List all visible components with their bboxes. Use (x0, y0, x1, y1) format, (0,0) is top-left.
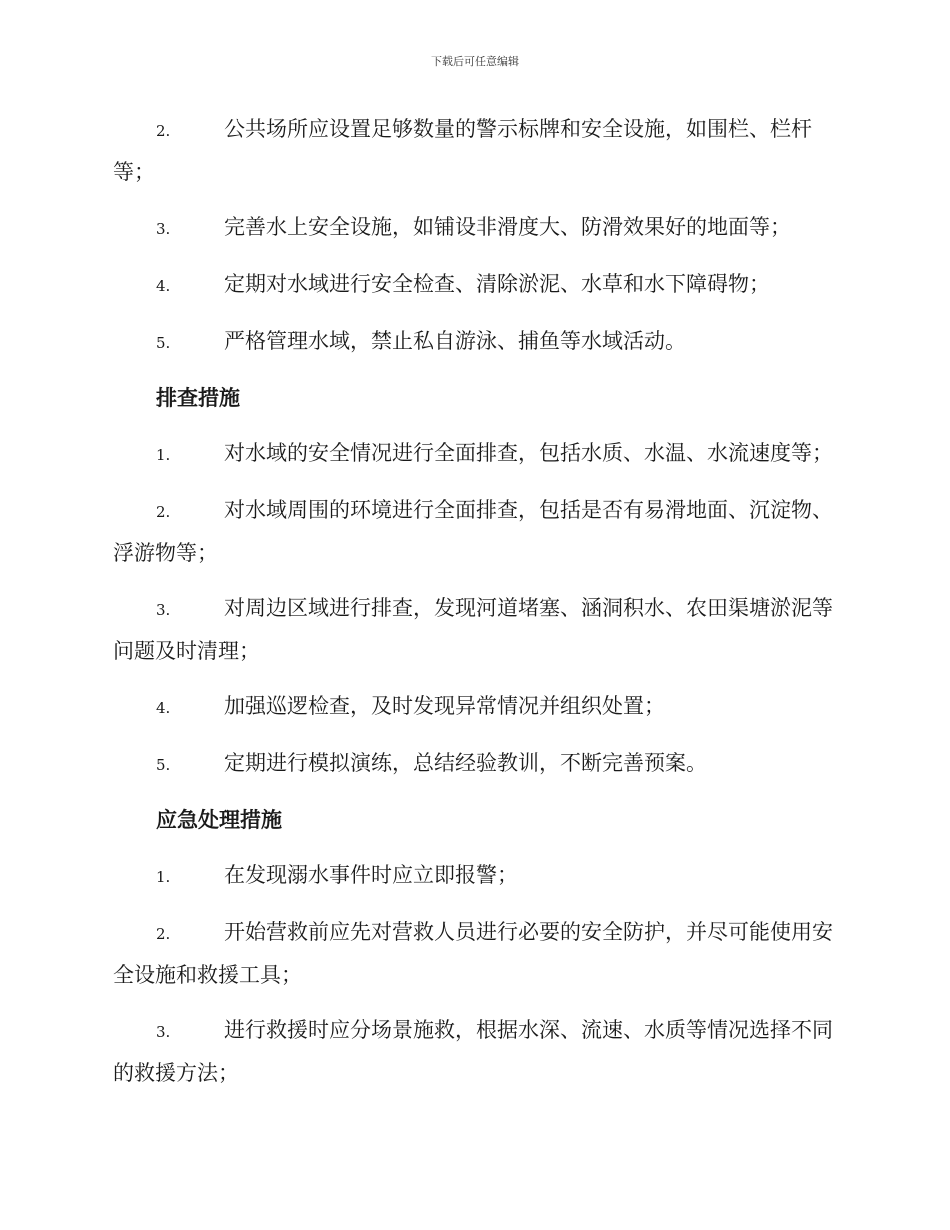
list-item-number: 2. (156, 122, 171, 140)
list-item-text: 对周边区域进行排查，发现河道堵塞、涵洞积水、农田渠塘淤泥等问题及时清理； (113, 596, 833, 663)
document-body (113, 109, 835, 1108)
list-item-number: 2. (156, 925, 171, 943)
list-item-text: 公共场所应设置足够数量的警示标牌和安全设施，如围栏、栏杆等； (113, 117, 812, 184)
list-item (113, 321, 835, 364)
list-item-number: 1. (156, 446, 171, 464)
list-item-text: 对水域周围的环境进行全面排查，包括是否有易滑地面、沉淀物、浮游物等； (113, 498, 833, 565)
list-item-number: 2. (156, 503, 171, 521)
list-item-text: 开始营救前应先对营救人员进行必要的安全防护，并尽可能使用安全设施和救援工具； (113, 920, 833, 987)
list-item (113, 264, 835, 307)
list-item (113, 1010, 835, 1094)
list-item (113, 109, 835, 193)
list-item (113, 855, 835, 898)
list-item-number: 1. (156, 868, 171, 886)
list-item-number: 3. (156, 1023, 171, 1041)
list-item-number: 4. (156, 699, 171, 717)
list-item-number: 4. (156, 277, 171, 295)
list-item-text: 严格管理水域，禁止私自游泳、捕鱼等水域活动。 (224, 329, 686, 353)
list-item-number: 5. (156, 756, 171, 774)
section-heading-inspection: 排查措施 (156, 386, 240, 410)
list-item-text: 在发现溺水事件时应立即报警； (224, 863, 518, 887)
list-item (113, 490, 835, 574)
list-item (113, 588, 835, 672)
list-item-number: 3. (156, 601, 171, 619)
list-item (113, 912, 835, 996)
list-item-text: 加强巡逻检查，及时发现异常情况并组织处置； (224, 694, 665, 718)
list-item (113, 207, 835, 250)
list-item-text: 对水域的安全情况进行全面排查，包括水质、水温、水流速度等； (224, 441, 833, 465)
list-item-text: 定期进行模拟演练，总结经验教训，不断完善预案。 (224, 751, 707, 775)
list-item (113, 686, 835, 729)
page-header: 下载后可任意编辑 (431, 55, 519, 68)
list-item-number: 5. (156, 334, 171, 352)
list-item-number: 3. (156, 220, 171, 238)
list-item-text: 定期对水域进行安全检查、清除淤泥、水草和水下障碍物； (224, 272, 770, 296)
list-item (113, 433, 835, 476)
list-item (113, 743, 835, 786)
list-item-text: 进行救援时应分场景施救，根据水深、流速、水质等情况选择不同的救援方法； (113, 1018, 833, 1085)
list-item-text: 完善水上安全设施，如铺设非滑度大、防滑效果好的地面等； (224, 215, 791, 239)
section-heading-emergency: 应急处理措施 (156, 808, 282, 832)
